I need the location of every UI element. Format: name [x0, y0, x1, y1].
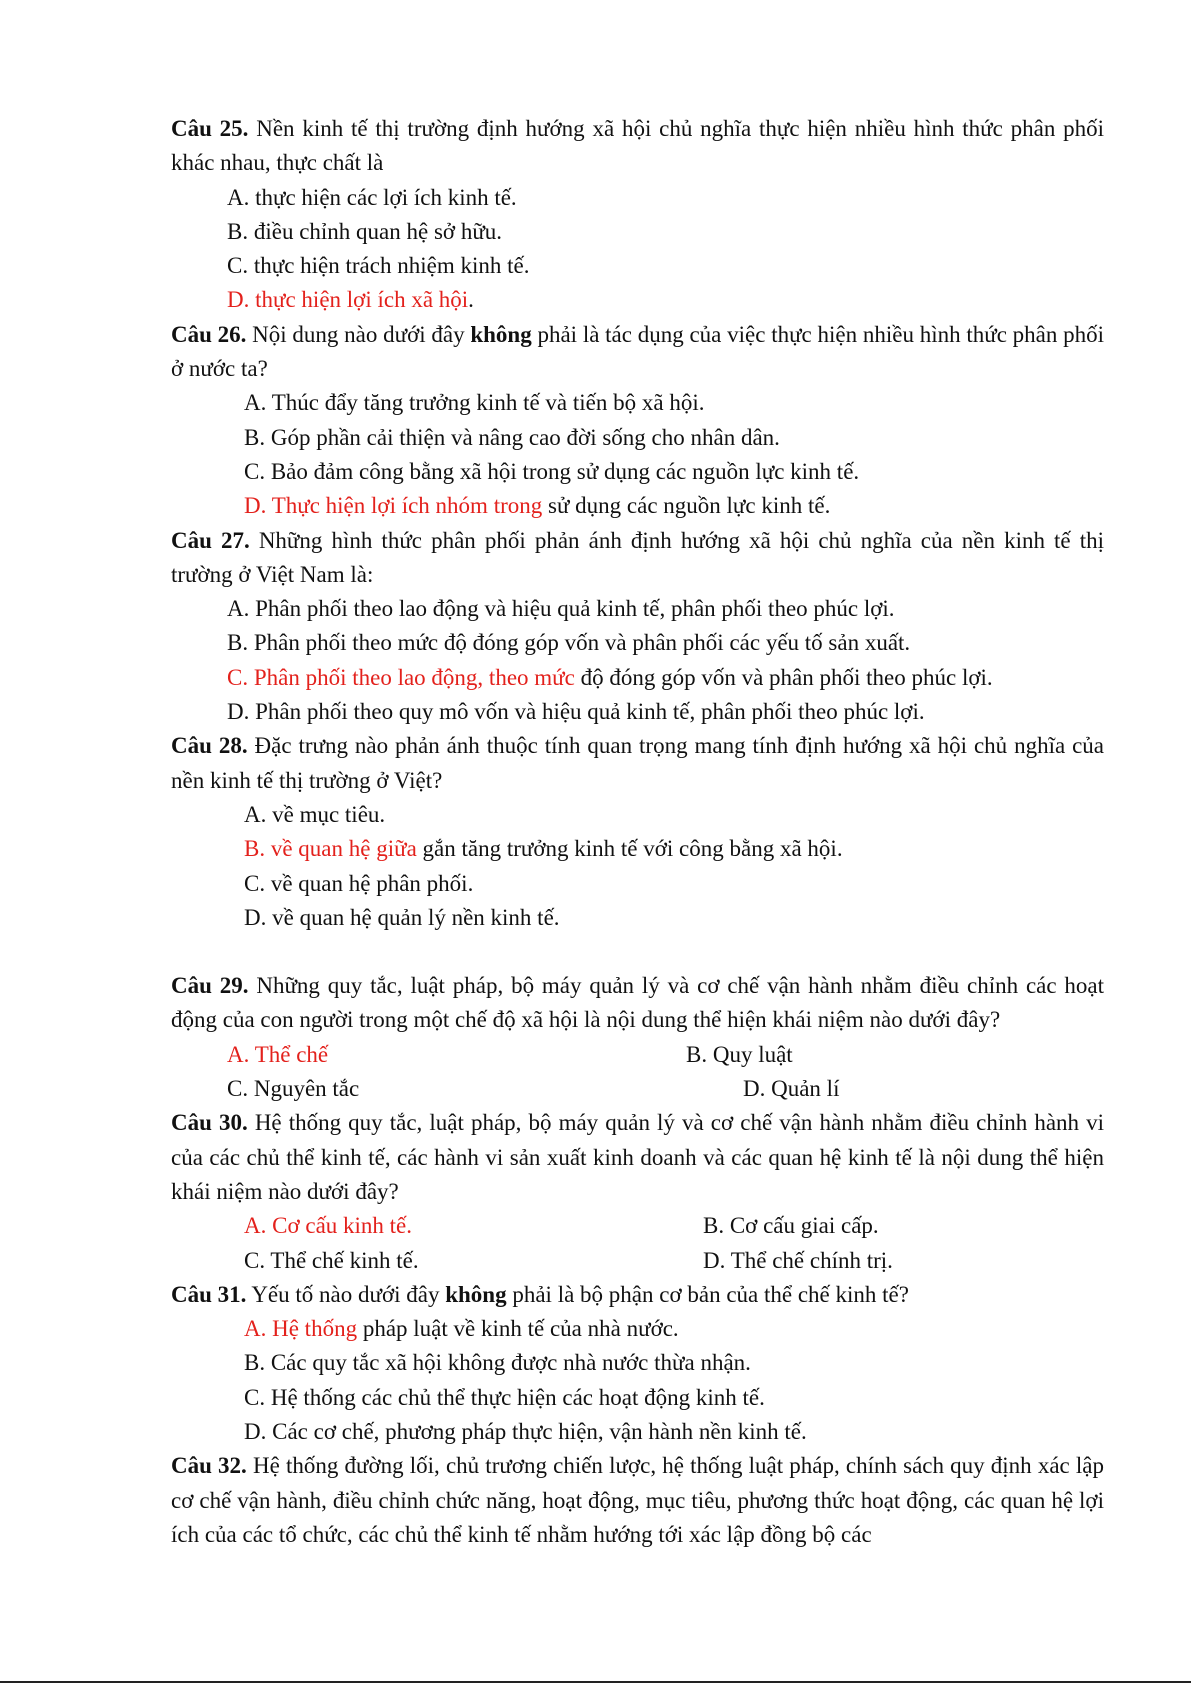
question-number: Câu 30. — [171, 1110, 248, 1136]
question-28 — [171, 729, 1104, 798]
option-a-answer: A. Hệ thống pháp luật về kinh tế của nhà nước. — [244, 1316, 679, 1342]
question-25 — [171, 112, 1104, 181]
question-number: Câu 28. — [171, 733, 248, 759]
option-c: C. về quan hệ phân phối. — [244, 870, 474, 896]
question-27 — [171, 524, 1104, 593]
option-c: C. Nguyên tắc — [227, 1076, 360, 1102]
option-a: A. Thúc đẩy tăng trưởng kinh tế và tiến bộ xã hội. — [244, 390, 705, 416]
option-a-answer: A. Thể chế — [227, 1041, 329, 1067]
question-number: Câu 32. — [171, 1453, 247, 1479]
option-d: D. Thể chế chính trị. — [703, 1247, 893, 1273]
option-c-answer: C. Phân phối theo lao động, theo mức độ đóng góp vốn và phân phối theo phúc lợi. — [227, 664, 993, 690]
question-text: Đặc trưng nào phản ánh thuộc tính quan trọng mang tính định hướng xã hội chủ nghĩa của nền kinh tế thị trường ở Việt? — [171, 733, 1105, 793]
option-a-answer: A. Cơ cấu kinh tế. — [244, 1213, 413, 1239]
option-d: D. Các cơ chế, phương pháp thực hiện, vận hành nền kinh tế. — [244, 1418, 807, 1444]
question-list — [171, 112, 1104, 1552]
question-number: Câu 26. — [171, 321, 247, 347]
question-text: Những quy tắc, luật pháp, bộ máy quản lý và cơ chế vận hành nhằm điều chỉnh các hoạt động của con người trong một chế độ xã hội là nội dung thể hiện khái niệm nào dưới đây? — [171, 973, 1105, 1033]
question-26: Câu 26. Nội dung nào dưới đây không phải là tác dụng của việc thực hiện nhiều hình thức phân phối ở nước ta? — [171, 321, 1105, 382]
question-30 — [171, 1106, 1104, 1209]
option-d: D. Quản lí — [743, 1076, 840, 1102]
page-bottom-rule — [0, 1681, 1191, 1683]
options-row-1 — [171, 1209, 1104, 1243]
question-text: Hệ thống đường lối, chủ trương chiến lược, hệ thống luật pháp, chính sách quy định xác lập cơ chế vận hành, điều chỉnh chức năng, hoạt động, mục tiêu, phương thức hoạt động, các quan hệ lợi ích của các tổ chức, các chủ thể kinh tế nhằm hướng tới xác lập đồng bộ các — [171, 1453, 1104, 1547]
question-text: Hệ thống quy tắc, luật pháp, bộ máy quản lý và cơ chế vận hành nhằm điều chỉnh hành vi của các chủ thể kinh tế, các hành vi sản xuất kinh doanh và các quan hệ kinh tế là nội dung thể hiện khái niệm nào dưới đây? — [171, 1110, 1105, 1204]
emphasis-khong: không — [470, 321, 532, 347]
option-c: C. Hệ thống các chủ thể thực hiện các hoạt động kinh tế. — [244, 1384, 765, 1410]
options-row-1 — [171, 1038, 1104, 1072]
option-d-answer: D. thực hiện lợi ích xã hội. — [227, 287, 474, 313]
question-29 — [171, 969, 1104, 1038]
question-31: Câu 31. Yếu tố nào dưới đây không phải là bộ phận cơ bản của thể chế kinh tế? — [171, 1281, 909, 1307]
question-32 — [171, 1449, 1104, 1552]
question-number: Câu 31. — [171, 1281, 247, 1307]
options-row-2 — [171, 1072, 1104, 1106]
option-b: B. Các quy tắc xã hội không được nhà nước thừa nhận. — [244, 1350, 751, 1376]
option-a: A. thực hiện các lợi ích kinh tế. — [227, 184, 517, 210]
option-a: A. về mục tiêu. — [244, 801, 386, 827]
option-d: D. Phân phối theo quy mô vốn và hiệu quả kinh tế, phân phối theo phúc lợi. — [227, 699, 925, 725]
question-number: Câu 29. — [171, 973, 249, 999]
question-text: Nền kinh tế thị trường định hướng xã hội chủ nghĩa thực hiện nhiều hình thức phân phối khác nhau, thực chất là — [171, 116, 1104, 176]
option-b: B. Cơ cấu giai cấp. — [703, 1213, 879, 1239]
option-b: B. Phân phối theo mức độ đóng góp vốn và phân phối các yếu tố sản xuất. — [227, 630, 911, 656]
option-b: B. Quy luật — [686, 1041, 793, 1067]
question-text: Những hình thức phân phối phản ánh định hướng xã hội chủ nghĩa của nền kinh tế thị trường ở Việt Nam là: — [171, 527, 1104, 587]
option-b: B. điều chỉnh quan hệ sở hữu. — [227, 218, 503, 244]
emphasis-khong: không — [445, 1281, 507, 1307]
option-a: A. Phân phối theo lao động và hiệu quả kinh tế, phân phối theo phúc lợi. — [227, 596, 895, 622]
option-b: B. Góp phần cải thiện và nâng cao đời sống cho nhân dân. — [244, 424, 780, 450]
options-row-2 — [171, 1244, 1104, 1278]
option-c: C. Bảo đảm công bằng xã hội trong sử dụng các nguồn lực kinh tế. — [244, 458, 860, 484]
option-b-answer: B. về quan hệ giữa gắn tăng trưởng kinh tế với công bằng xã hội. — [244, 836, 843, 862]
question-number: Câu 27. — [171, 527, 250, 553]
blank-line — [171, 935, 1104, 969]
option-d-answer: D. Thực hiện lợi ích nhóm trong sử dụng các nguồn lực kinh tế. — [244, 493, 831, 519]
question-number: Câu 25. — [171, 116, 249, 141]
option-c: C. thực hiện trách nhiệm kinh tế. — [227, 253, 530, 279]
option-c: C. Thể chế kinh tế. — [244, 1247, 419, 1273]
option-d: D. về quan hệ quản lý nền kinh tế. — [244, 904, 560, 930]
